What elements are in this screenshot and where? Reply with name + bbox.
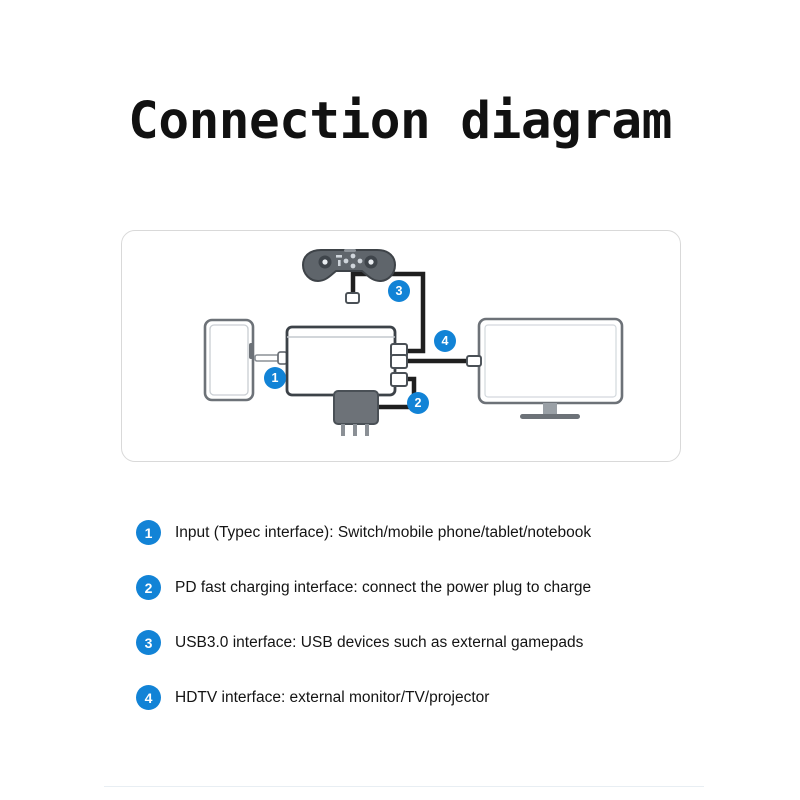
device-gamepad: [303, 249, 395, 281]
legend-item-1: [136, 505, 776, 560]
legend-item-4: [136, 670, 776, 725]
device-monitor-tv: [479, 319, 622, 419]
legend-text-4: HDTV interface: external monitor/TV/projector: [175, 688, 490, 706]
diagram-callout-3: 3: [388, 280, 410, 302]
device-phone-tablet: [205, 320, 254, 400]
diagram-callout-2: 2: [407, 392, 429, 414]
legend-badge-1: 1: [136, 520, 161, 545]
device-hub-adapter: [287, 327, 407, 395]
device-power-plug: [334, 391, 378, 436]
diagram-callout-1: 1: [264, 367, 286, 389]
diagram-callout-4: 4: [434, 330, 456, 352]
diagram-canvas: [121, 230, 681, 462]
legend-text-2: PD fast charging interface: connect the power plug to charge: [175, 578, 592, 596]
legend-item-2: [136, 560, 776, 615]
cable-typec-input: [255, 352, 287, 364]
legend-text-1: Input (Typec interface): Switch/mobile phone/tablet/notebook: [175, 523, 592, 541]
legend-list: [136, 505, 776, 725]
plug-hdmi: [467, 356, 481, 366]
legend-item-3: [136, 615, 776, 670]
legend-badge-3: 3: [136, 630, 161, 655]
page-title: Connection diagram: [128, 92, 672, 151]
legend-badge-4: 4: [136, 685, 161, 710]
legend-text-3: USB3.0 interface: USB devices such as external gamepads: [175, 633, 584, 651]
legend-badge-2: 2: [136, 575, 161, 600]
plug-usb: [346, 293, 359, 303]
footer-divider: [104, 786, 704, 787]
